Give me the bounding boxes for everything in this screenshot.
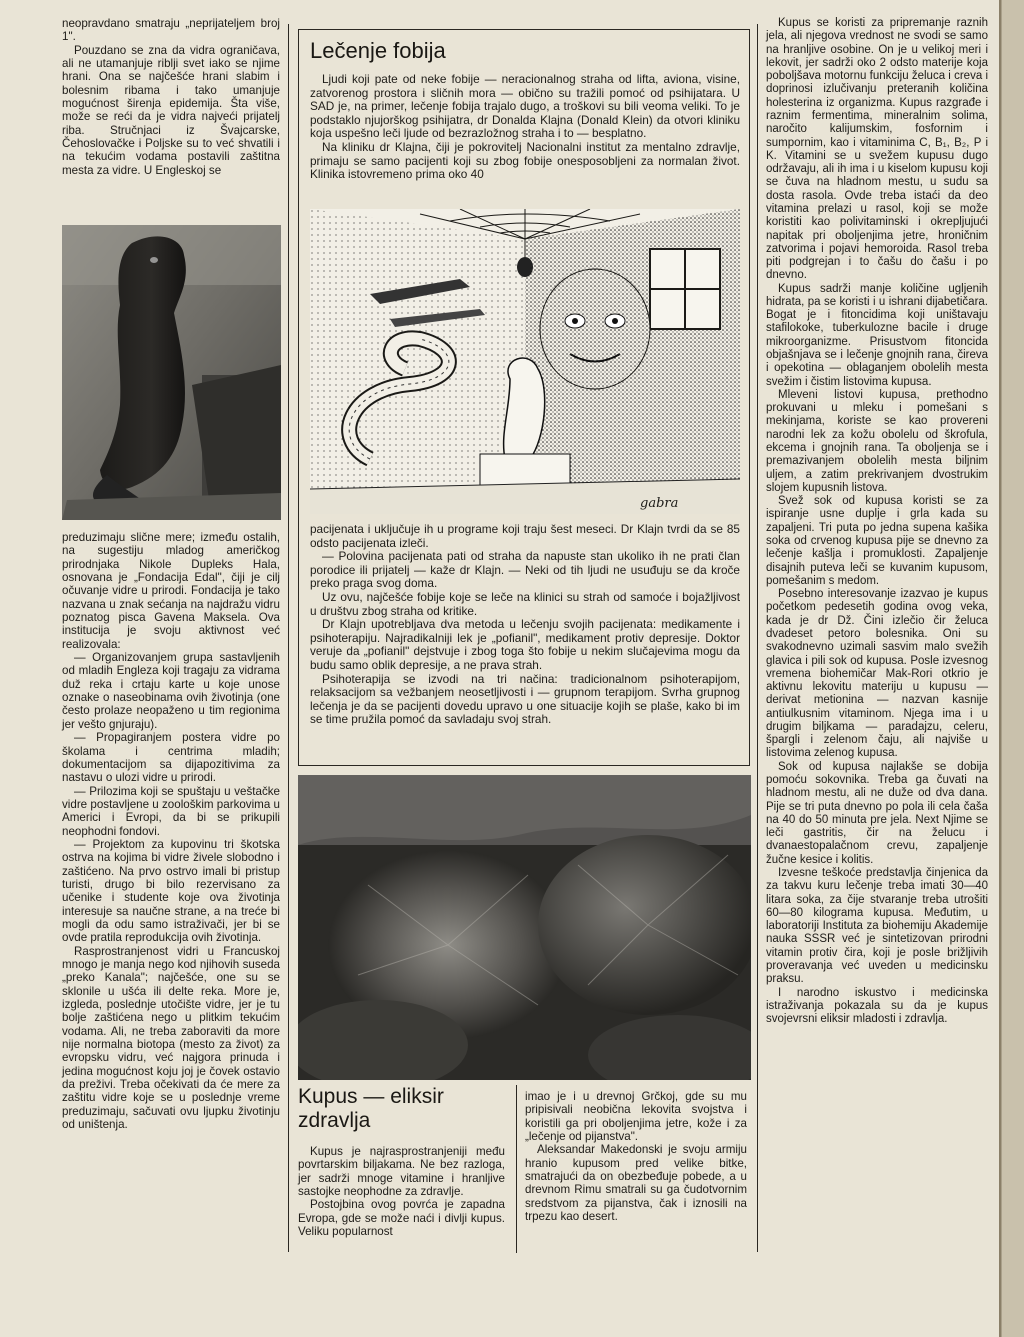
phobia-text-top — [310, 73, 740, 182]
otter-article-top — [62, 17, 280, 177]
phobia-text-bottom — [310, 523, 740, 727]
cabbage-headline: Kupus — eliksir zdravlja — [298, 1085, 444, 1132]
phobia-headline: Lečenje fobija — [310, 38, 446, 63]
otter-list-item: — Organizovanjem grupa sastavljenih od mladih Engleza koji tragaju za vidrama duž reka i crtaju karte u koje unose oznake o naseobinama ovih životinja (one često prolaze neopaženo u tim regionima jer veštо gnjuraju). — [62, 651, 280, 731]
cabbage-continued-column — [766, 17, 988, 1026]
cabbage-paragraph: Izvesne teškoće predstavlja činjenica da za takvu kuru lečenje treba imati 30—40 litara soka, za čije stvaranje treba utrošiti 60—80 kilograma kupusa. Međutim, u laboratoriji Instituta za biohemiju Akademije nauka SSSR već je sintetizovan prirodni vitamin protiv čira, koji je posle brižljivih proveravanja već uveden u medicinsku praksu. — [766, 867, 988, 986]
otter-list-item: — Propagiranjem postera vidre po školama i centrima mladih; dokumentacijom sa dijapozitivima za nastavu o ulozi vidre u prirodi. — [62, 731, 280, 785]
cabbage-text-col1 — [298, 1145, 505, 1238]
phobia-paragraph: — Polovina pacijenata pati od straha da napuste stan ukoliko ih ne prati član porodice ili prijatelj — kaže dr Klajn. — Neki od tih ljudi ne usuđuju se da kroče preko praga svog doma. — [310, 549, 740, 591]
otter-article-bottom — [62, 531, 280, 1131]
column-rule-right — [757, 24, 758, 1252]
otter-list-item: — Prilozima koji se spuštaju u veštačke vidre postavljene u zoološkim parkovima u Americi i Evropi, da bi se prikupili neophodni fondovi. — [62, 784, 280, 838]
cabbage-paragraph: Mleveni listovi kupusa, prethodno prokuvani u mleku i pomešani s mekinjama, koriste se kao provereni narodni lek za kožu obolelu od škrofula, ekcema i gnojnih rana. Ta oboljenja se i premazivanjem obolelih mesta biljnim uljem, a zatim prekrivanjem dvostrukim slojem kupusnih listova. — [766, 388, 988, 494]
otter-photo — [62, 225, 281, 520]
column-rule-left — [288, 24, 289, 1252]
cabbage-paragraph: Svež sok od kupusa koristi se za ispiranje usne duplje i grla kada su zapaljeni. Tri puta po jedna supena kašika soka od crvenog kupusa pije se dnevno za lečenje kašlja i promuklosti. Zapaljenje disajnih puteva leči se kuvanim kupusom, pomešanim s medom. — [766, 495, 988, 587]
otter-paragraph: neopravdano smatraju „neprijateljem broj 1". — [62, 17, 280, 44]
page-binding-edge — [1001, 0, 1024, 1337]
cabbage-paragraph: Kupus se koristi za pripremanje raznih jela, ali njegova vrednost ne svodi se samo na hranljive osobine. On je u velikoj meri i lekovit, jer sadrži oko 2 odsto materije koja poboljšava motornu funkciju želuca i creva i doprinosi izlučivanju preteranih količina holesterina iz organizma. Kupus razgrađe i raznim fermentima, mineralnim solima, naročito kalijumskim, fosfornim i sumpornim, kao i vitaminima C, B₁, B₂, P i K. Vitamini se u svežem kupusu dugo održavaju, ali ih ima i u kiselom kupusu koji se čuva na hladnom mestu, u sudu sa dosta rasola. Ovde treba istaći da deo vitamina prelazi u rasol, koji se može koristiti kao polivitaminski i okrepljujući napitak pri oboljenjima jetre, hroničnim zatvorima i pojavi hemoroida. Rasol treba piti podgrejan i to čašu do čašu i po dnevno. — [766, 17, 988, 282]
phobia-paragraph: Psihoterapija se izvodi na tri načina: tradicionalnom psihoterapijom, relaksacijom sa vežbanjem neosetljivosti i — grupnom terapijom. Svrha grupnog lečenja je da se pacijenti dovedu upravo u one situacije kojih se plaše, kako bi im se time pružila pomoć da savladaju svoj strah. — [310, 671, 740, 727]
phobia-paragraph: Uz ovu, najčešće fobije koje se leče na klinici su strah od samoće i bojažljivost u društvu zbog straha od kritike. — [310, 589, 740, 618]
cabbage-paragraph: Posebno interesovanje izazvao je kupus početkom pedesetih godina ovog veka, kada je dr Dž. Čini izlečio čir želuca dvadeset petoro bolesnika. Oni su svakodnevno uzimali sasvim malo svežih glavica i pili sok od kupusa. Posle izvesnog vremena biohemičar Mak-Rori otkrio je aktivnu lekovitu materiju u kupusu — derivat metionina — nazvan kasnije antiulkusnim vitaminom. Njega ima i u drugim biljkama — paradajzu, celeru, špargli i zelenom čaju, ali najviše u listovima zelenog kupusa. — [766, 588, 988, 760]
otter-list-item: — Projektom za kupovinu tri škotska ostrva na kojima bi vidre živele slobodno i zaštićeno. Na prvo ostrvo imali bi pristup turisti, drugo bi bilo rezervisano za učenike i studente koje ova životinja interesuje sa naučne strane, a na treće bi mogli da odu samo istraživači, jer bi se ovde pratila reprodukcija ovih životinja. — [62, 837, 280, 945]
cabbage-paragraph: Kupus je najrasprostranjeniji među povrtarskim biljakama. Ne bez razloga, jer sadrži mnoge vitamine i hranljive sastojke neophodne za zdravlje. — [298, 1145, 505, 1199]
cabbage-text-col2 — [525, 1090, 747, 1223]
cabbage-paragraph: Kupus sadrži manje količine ugljenih hidrata, pa se koristi i u ishrani dijabetičara. Bogat je i fitoncidima koji uništavaju stafilokoke, tuberkulozne bacile i druge mikroorganizme. Prisustvom fitoncida objašnjava se i lečenje gnojnih rana, čireva i opekotina — oblaganjem obolelih mesta svežim i čistim listovima kupusa. — [766, 282, 988, 388]
cabbage-column-rule — [516, 1085, 517, 1253]
cabbage-photo — [298, 775, 751, 1080]
phobia-paragraph: Na kliniku dr Klajna, čiji je pokrovitelj Nacionalni institut za mentalno zdravlje, primaju se samo pacijenti koji su zbog fobije onesposobljeni za normalan život. Klinika istovremeno prima oko 40 — [310, 139, 740, 182]
cabbage-paragraph: Aleksandar Makedonski je svoju armiju hranio kupusom pred velike bitke, smatrajući da on obezbeđuje pobede, a u drevnom Rimu smatrali su ga čudotvornim sredstvom za pijanstva, čak i iznosili na trpezu kao desert. — [525, 1143, 747, 1224]
phobia-paragraph: pacijenata i uključuje ih u programe koji traju šest meseci. Dr Klajn tvrdi da se 85 odsto pacijenata izleči. — [310, 522, 740, 550]
cabbage-paragraph: Postojbina ovog povrća je zapadna Evropa, gde se može naći i divlji kupus. Veliku popularnost — [298, 1198, 505, 1239]
phobia-illustration — [310, 209, 740, 514]
otter-paragraph: Pouzdano se zna da vidra ograničava, ali ne utamanjuje riblji svet iako se njime hrani. Ona se najčešće hrani slabim i bolesnim ribama i tako umanjuje mogućnost širenja epidemija. Šta više, može se reći da je vidra najveći prijatelj riba. Stručnjaci iz Švajcarske, Čehoslovačke i Poljske su to već shvatili i na tekućim vodama postavili zaštitna mesta za vidre. U Engleskoj se — [62, 43, 280, 177]
phobia-paragraph: Dr Klajn upotrebljava dva metoda u lečenju svojih pacijenata: medikamente i psihoterapiju. Najradikalniji lek je „pofianil", medikament protiv depresije. Doktor veruje da „pofianil" dejstvuje i zbog toga što fobije u nekim slučajevima mogu da budu samo oblik depresije, a ne prava strah. — [310, 617, 740, 672]
phobia-paragraph: Ljudi koji pate od neke fobije — neracionalnog straha od lifta, aviona, visine, zatvorenog prostora i sličnih mora — obično su tražili pomoć od psihijatara. U SAD je, na primer, lečenje fobija trajalo dugo, a troškovi su bili veoma veliki. To je podstaklo njujorškog psihijatra, dr Donalda Klajna (Donald Klein) da otvori kliniku koja uspešno leči ljude od bezrazložnog straha i to — besplatno. — [310, 72, 740, 141]
cabbage-paragraph: Sok od kupusa najlakše se dobija pomoću sokovnika. Treba ga čuvati na hladnom mestu, ali ne duže od dva dana. Pije se tri puta dnevno po pola ili cela čaša na 40 do 50 minuta pre jela. Next Njime se leči gastritis, čir na želucu i dvanaestopalačnom crevu, zapaljenje žučne kesice i kolitis. — [766, 760, 988, 866]
cabbage-paragraph: I narodno iskustvo i medicinska istraživanja pokazala su da je kupus svojevrsni eliksir mladosti i zdravlja. — [766, 986, 988, 1026]
phobia-drawing — [310, 209, 740, 514]
cabbage-paragraph: imao je i u drevnoj Grčkoj, gde su mu pripisivali neobična lekovita svojstva i koristili ga pri oboljenjima jetre, kože i za „lečenje od pijanstva". — [525, 1090, 747, 1144]
cabbage-image — [298, 775, 751, 1080]
illustrator-signature: gabra — [640, 496, 679, 511]
otter-image — [62, 225, 281, 520]
otter-paragraph: preduzimaju slične mere; između ostalih, na sugestiju mladog američkog prirodnjaka Nikole Dupleks Hala, osnovana je „Fondacija Edal", čiji je cilj očuvanje vidre u prirodi. Fondacija je tako nazvana u znak sećanja na najdražu vidru poznatog pisca Gavena Makselа. Ova institucija je svoju aktivnost već realizovala: — [62, 531, 280, 651]
otter-paragraph: Rasprostranjenost vidri u Francuskoj mnogo je manja nego kod njihovih suseda „preko Kanala"; najčešće, one su se sklonile u ušća ili delte reka. More je, izgleda, poslednje utočište vidre, jer je tu bolje zaštićena nego u plitkim tekućim vodama. Ali, ne treba zaboraviti da more nije normalna biotopa (mesto za život) za evropsku vidru, već najgora prinuda i jedina mogućnost koju joj je čovek ostavio da preživi. Treba očekivati da će mere za zaštitu vidre koje se u poslednje vreme preduzimaju, sačuvati ovu ljupku životinju od uništenja. — [62, 944, 280, 1132]
